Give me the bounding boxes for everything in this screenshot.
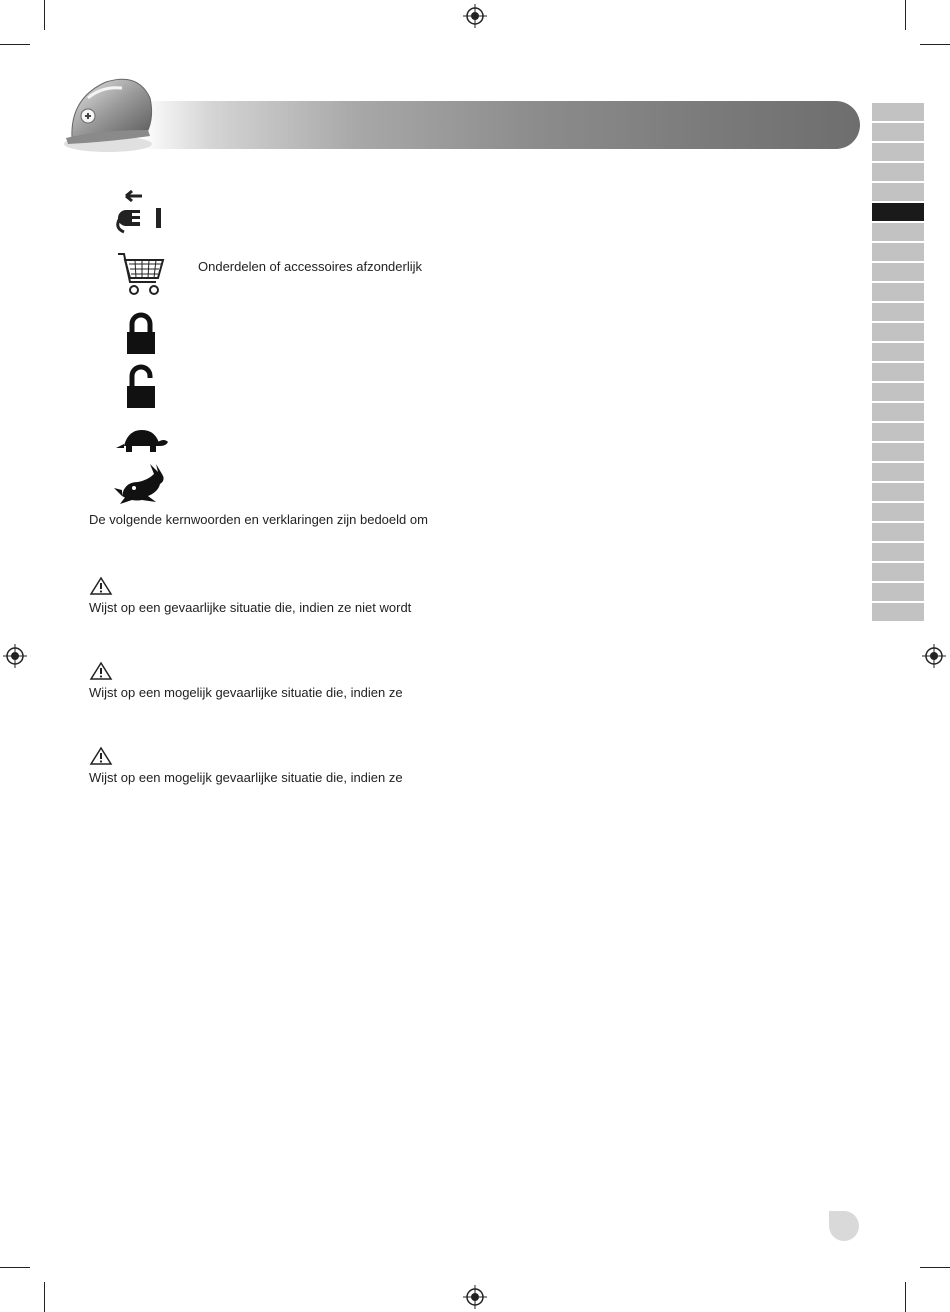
crop-mark (920, 44, 950, 45)
warning-triangle-icon (89, 746, 113, 766)
chapter-tab (872, 403, 924, 421)
crop-mark (905, 0, 906, 30)
lock-icon (112, 310, 168, 358)
rabbit-fast-icon (112, 462, 168, 510)
chapter-tab (872, 423, 924, 441)
chapter-tab (872, 603, 924, 621)
warning-triangle-icon (89, 576, 113, 596)
chapter-tab (872, 223, 924, 241)
unplug-icon (112, 188, 168, 236)
chapter-tab (872, 363, 924, 381)
unlock-icon (112, 364, 168, 412)
chapter-tab (872, 103, 924, 121)
chapter-tab (872, 183, 924, 201)
chapter-tab (872, 503, 924, 521)
warning-text: Wijst op een mogelijk gevaarlijke situatie die, indien ze (89, 685, 403, 700)
chapter-tab (872, 243, 924, 261)
chapter-tab (872, 163, 924, 181)
warning-text: Wijst op een mogelijk gevaarlijke situatie die, indien ze (89, 770, 403, 785)
chapter-tab (872, 563, 924, 581)
safety-helmet-icon (58, 68, 158, 158)
chapter-tab (872, 523, 924, 541)
crop-mark (0, 44, 30, 45)
chapter-tab (872, 143, 924, 161)
chapter-tab (872, 343, 924, 361)
chapter-tab (872, 483, 924, 501)
registration-mark-icon (463, 1285, 487, 1309)
turtle-slow-icon (112, 416, 168, 464)
crop-mark (44, 0, 45, 30)
chapter-tab-active (872, 203, 924, 221)
page-number-tab (829, 1211, 859, 1241)
chapter-tab (872, 263, 924, 281)
chapter-tab (872, 323, 924, 341)
chapter-tab (872, 383, 924, 401)
cart-description: Onderdelen of accessoires afzonderlijk (198, 259, 423, 274)
chapter-tab (872, 303, 924, 321)
intro-text: De volgende kernwoorden en verklaringen zijn bedoeld om (89, 512, 428, 527)
chapter-tab (872, 463, 924, 481)
chapter-tab (872, 283, 924, 301)
shopping-cart-icon (112, 250, 168, 298)
crop-mark (0, 1267, 30, 1268)
warning-text: Wijst op een gevaarlijke situatie die, indien ze niet wordt (89, 600, 412, 615)
section-header-banner (140, 101, 860, 149)
warning-triangle-icon (89, 661, 113, 681)
chapter-tab (872, 123, 924, 141)
chapter-tab (872, 583, 924, 601)
chapter-tabs (872, 103, 924, 623)
crop-mark (44, 1282, 45, 1312)
registration-mark-icon (463, 4, 487, 28)
registration-mark-icon (3, 644, 27, 668)
registration-mark-icon (922, 644, 946, 668)
crop-mark (905, 1282, 906, 1312)
chapter-tab (872, 443, 924, 461)
crop-mark (920, 1267, 950, 1268)
chapter-tab (872, 543, 924, 561)
